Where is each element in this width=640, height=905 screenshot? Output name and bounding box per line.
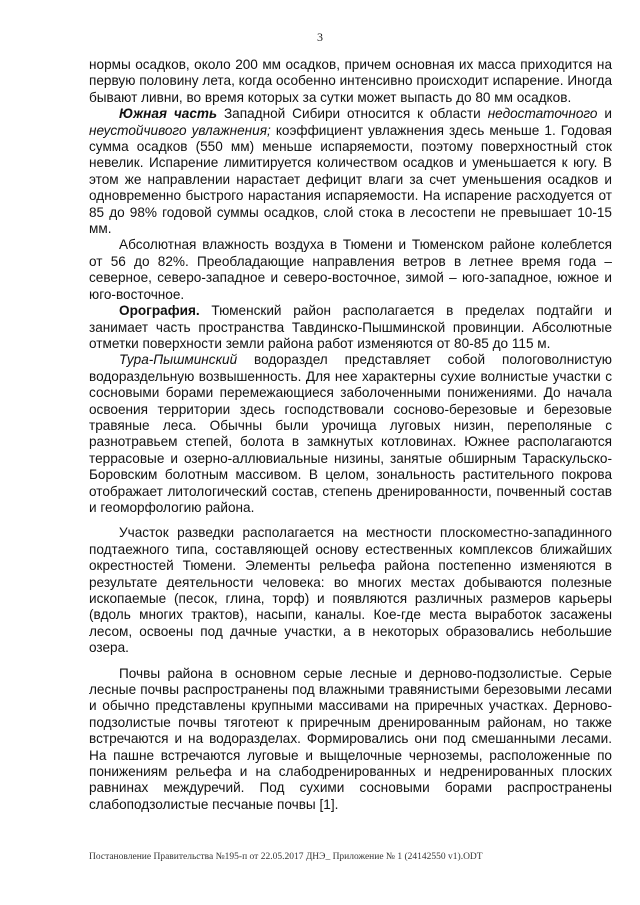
paragraph-text: Западной Сибири относится к области [217,106,488,122]
emphasis-text: недостаточного [487,106,598,122]
section-heading: Орография. [119,303,200,319]
page-number: 3 [317,30,323,44]
paragraph-soils: Почвы района в основном серые лесные и дерново-подзолистые. Серые лесные почвы распространены под влажными травянистыми березовыми лесами и обычно представлены крупными массивами на приречных участках. Дерново-подзолистые почвы тяготеют к приречным дренированным районам, но также встречаются и на водоразделах. Формировались они под смешанными лесами. На пашне встречаются луговые и выщелочные черноземы, расположенные по понижениям рельефа и на слабодренированных и недренированных плоских равнинах междуречий. Под сухими сосновыми борами распространены слабоподзолистые песчаные почвы [1]. [89,665,612,812]
emphasis-text: Тура-Пышминский [119,352,238,368]
paragraph-precipitation: нормы осадков, около 200 мм осадков, причем основная их масса приходится на первую половину лета, когда особенно интенсивно происходит испарение. Иногда бывают ливни, во время которых за сутки может выпасть до 80 мм осадков. [89,57,612,105]
paragraph-lead: Южная часть [119,106,218,122]
paragraph-southern-part [89,106,612,237]
paragraph-orography [89,303,612,352]
paragraph-text: Тюменский район располагается в пределах подтайги и занимает часть пространства Тавдинско-Пышминской провинции. Абсолютные отметки поверхности земли района работ изменяются от 80-85 до 115 м. [89,303,612,351]
document-footer: Постановление Правительства №195-п от 22.05.2017 ДНЭ_ Приложение № 1 (24142550 v1).ODT [89,852,483,862]
paragraph-humidity: Абсолютная влажность воздуха в Тюмени и Тюменском районе колеблется от 56 до 82%. Преобладающие направления ветров в летнее время года – северное, северо-западное и северо-восточное, зимой – юго-западное, южное и юго-восточное. [89,237,612,302]
emphasis-text: неустойчивого увлажнения; [89,122,271,138]
paragraph-survey-site: Участок разведки располагается на местности плоскоместно-западинного подтаежного типа, составляющей основу естественных комплексов ближайших окрестностей Тюмени. Элементы рельефа района постепенно изменяются в результате деятельности человека: во многих местах добываются полезные ископаемые (песок, глина, торф) и появляются различных размеров карьеры (вдоль многих трактов), насыпи, каналы. Кое-где места выработок засажены лесом, освоены под дачные участки, а в некоторых образовались небольшие озера. [89,525,612,656]
paragraph-watershed [89,352,612,516]
paragraph-text: водораздел представляет собой пологоволнистую водораздельную возвышенность. Для нее характерны сухие волнистые участки с сосновыми борами перемежающиеся заболоченными понижениями. До начала освоения территории здесь господствовали сосново-березовые и березовые травяные леса. Обычны были урочища луговых низин, переполяные с разнотравьем степей, болота в замкнутых котловинах. Южнее располагаются террасовые и озерно-аллювиальные низины, занятые обширным Тараскульско-Боровским болотным массивом. В целом, зональность растительного покрова отображает литологический состав, степень дренированности, почвенный состав и геоморфологию района. [89,352,612,515]
document-body [89,57,612,813]
paragraph-text: коэффициент увлажнения здесь меньше 1. Годовая сумма осадков (550 мм) меньше испаряемости, поэтому поверхностный сток невелик. Испарение лимитируется количеством осадков и уменьшается к югу. В этом же направлении нарастает дефицит влаги за счет уменьшения осадков и одновременно быстрого нарастания испаряемости. На испарение расходуется от 85 до 98% годовой суммы осадков, слой стока в лесостепи не превышает 10-15 мм. [89,122,612,237]
paragraph-text: и [597,106,612,122]
